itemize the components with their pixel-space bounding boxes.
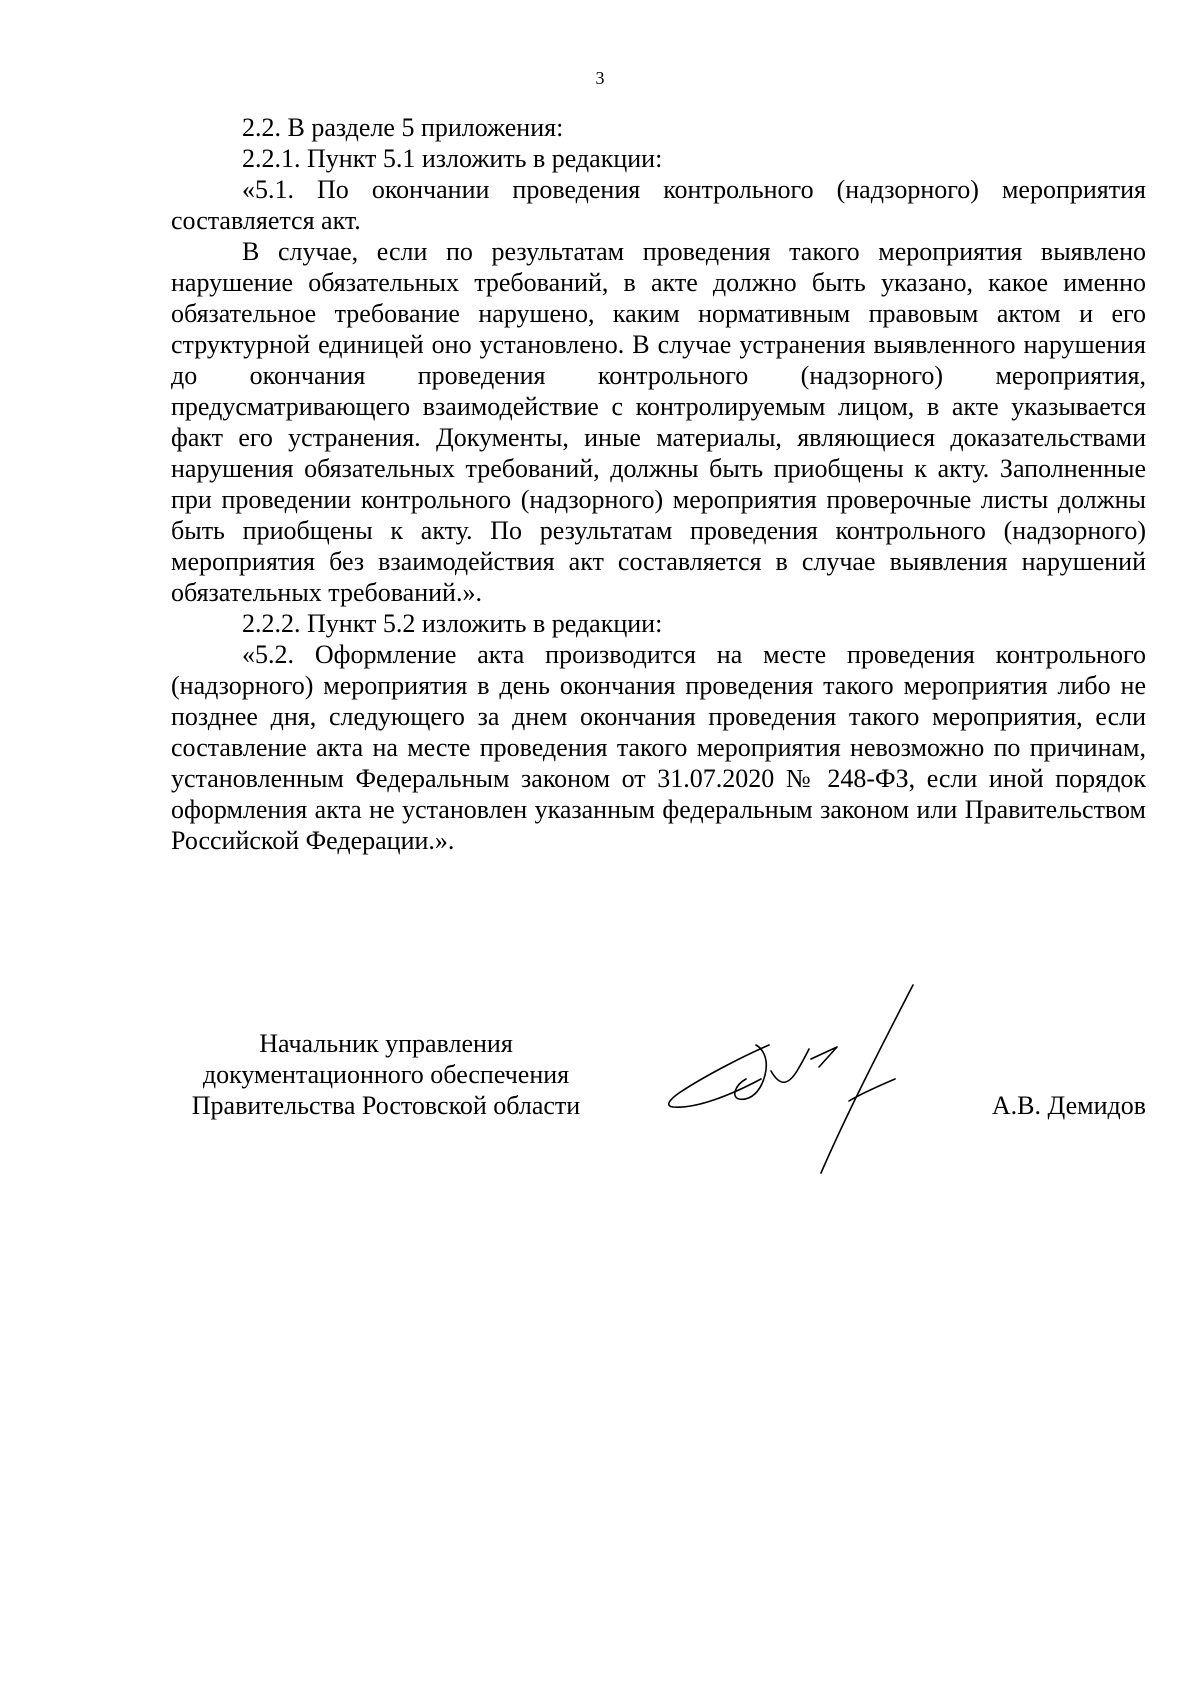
signer-position-line: Начальник управления [259,1029,513,1058]
paragraph-clause-5-1-violations: В случае, если по результатам проведения такого мероприятия выявлено нарушение обязательных требований, в акте должно быть указано, какое именно обязательное требование нарушено, каким нормативным правовым актом и его структурной единицей оно установлено. В случае устранения выявленного нарушения до окончания проведения контрольного (надзорного) мероприятия, предусматривающего взаимодействие с контролируемым лицом, в акте указывается факт его устранения. Документы, иные материалы, являющиеся доказательствами нарушения обязательных требований, должны быть приобщены к акту. Заполненные при проведении контрольного (надзорного) мероприятия проверочные листы должны быть приобщены к акту. По результатам проведения контрольного (надзорного) мероприятия без взаимодействия акт составляется в случае выявления нарушений обязательных требований.». [171,237,1146,607]
page-number: 3 [595,68,605,88]
signer-name: А.В. Демидов [991,1091,1146,1120]
paragraph-item-2-2-1: 2.2.1. Пункт 5.1 изложить в редакции: [242,144,663,173]
handwritten-signature [651,983,941,1193]
document-body [171,112,1146,856]
paragraph-item-2-2-2: 2.2.2. Пункт 5.2 изложить в редакции: [242,609,663,638]
paragraph-section-2-2: 2.2. В разделе 5 приложения: [242,113,564,142]
paragraph-clause-5-1: «5.1. По окончании проведения контрольного (надзорного) мероприятия составляется акт. [171,175,1146,235]
paragraph-clause-5-2: «5.2. Оформление акта производится на месте проведения контрольного (надзорного) мероприятия в день окончания проведения такого мероприятия либо не позднее дня, следующего за днем окончания проведения такого мероприятия, если составление акта на месте проведения такого мероприятия невозможно по причинам, установленным Федеральным законом от 31.07.2020 № 248-ФЗ, если иной порядок оформления акта не установлен указанным федеральным законом или Правительством Российской Федерации.». [171,640,1146,855]
signature-block [171,1028,1146,1188]
signer-position-line: документационного обеспечения [202,1060,570,1089]
signer-position-line: Правительства Ростовской области [191,1091,581,1120]
signer-position [171,1028,601,1121]
